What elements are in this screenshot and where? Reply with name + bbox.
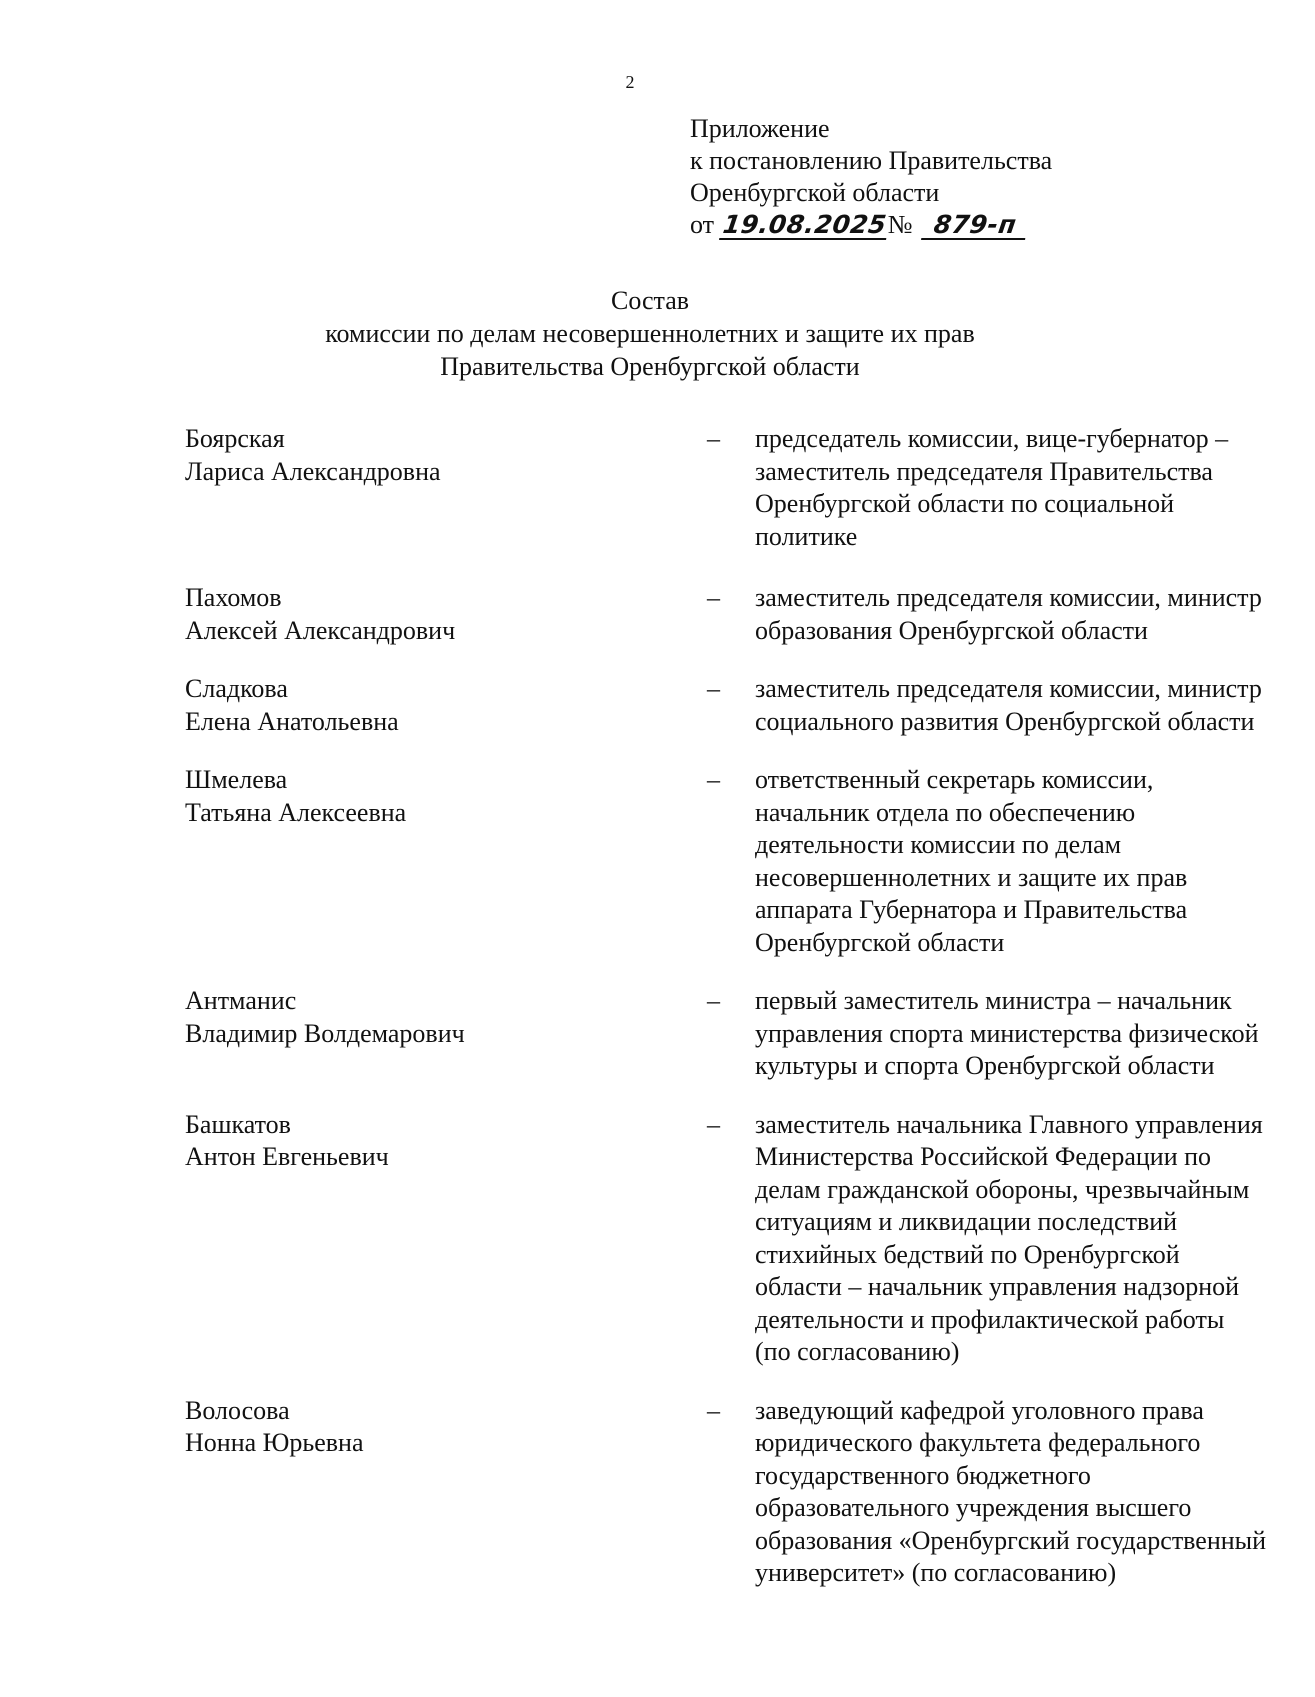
handwritten-date: 19.08.2025 [719, 212, 890, 240]
member-given-names: Елена Анатольевна [185, 706, 399, 736]
title-composition: Состав [610, 286, 690, 315]
role-line: ответственный секретарь комиссии, [755, 765, 1154, 794]
role-line: Оренбургской области по социальной [755, 489, 1175, 518]
role-line: делам гражданской обороны, чрезвычайным [755, 1174, 1250, 1204]
member-name [185, 582, 525, 647]
appendix-resolution-ref: к постановлению Правительства [690, 146, 1053, 175]
member-role [755, 582, 1315, 647]
member-name [185, 1395, 525, 1460]
role-line: юридического факультета федерального [755, 1428, 1201, 1457]
member-role [755, 673, 1315, 738]
role-line: университет» (по согласованию) [755, 1558, 1117, 1587]
member-given-names: Лариса Александровна [185, 456, 441, 486]
role-line: деятельности комиссии по делам [755, 830, 1122, 859]
members-list [185, 423, 1267, 1590]
member-entry [185, 423, 1229, 553]
role-line: несовершеннолетних и защите их прав [755, 862, 1188, 892]
role-line: заместитель начальника Главного управления [755, 1109, 1263, 1139]
title-government: Правительства Оренбургской области [440, 352, 860, 381]
member-entry [185, 985, 1259, 1083]
member-name [185, 1109, 525, 1174]
member-name [185, 673, 525, 738]
member-dash: – [707, 674, 720, 703]
role-line: культуры и спорта Оренбургской области [755, 1051, 1215, 1080]
role-line: начальник отдела по обеспечению [755, 797, 1136, 827]
member-given-names: Нонна Юрьевна [185, 1428, 364, 1457]
member-surname: Пахомов [185, 583, 282, 612]
member-surname: Шмелева [185, 765, 288, 794]
member-role [755, 764, 1315, 959]
member-dash: – [707, 1395, 720, 1425]
member-surname: Башкатов [185, 1109, 291, 1139]
member-dash: – [707, 583, 720, 612]
member-name [185, 985, 525, 1050]
role-line: заместитель председателя комиссии, министр [755, 583, 1262, 612]
member-entry [185, 673, 1262, 738]
role-line: стихийных бедствий по Оренбургской [755, 1239, 1180, 1269]
number-sign: № [887, 210, 913, 239]
role-line: председатель комиссии, вице-губернатор – [755, 424, 1229, 453]
member-dash: – [707, 424, 720, 453]
member-given-names: Владимир Волдемарович [185, 1018, 465, 1048]
title-commission: комиссии по делам несовершеннолетних и защите их прав [325, 319, 975, 348]
member-role [755, 1395, 1315, 1590]
appendix-header [690, 113, 1052, 241]
document-title [0, 284, 1300, 383]
handwritten-number: 879-п [921, 212, 1029, 240]
role-line: первый заместитель министра – начальник [755, 986, 1232, 1015]
member-dash: – [707, 1109, 720, 1139]
appendix-date-line [690, 209, 1052, 241]
role-line: образования «Оренбургский государственный [755, 1525, 1267, 1555]
role-line: Оренбургской области [755, 927, 1005, 957]
member-given-names: Алексей Александрович [185, 615, 456, 645]
member-given-names: Татьяна Алексеевна [185, 797, 407, 827]
role-line: заместитель председателя комиссии, министр [755, 674, 1262, 703]
role-line: области – начальник управления надзорной [755, 1272, 1240, 1301]
role-line: заведующий кафедрой уголовного права [755, 1395, 1204, 1425]
member-surname: Волосова [185, 1395, 290, 1425]
appendix-region: Оренбургской области [690, 178, 940, 207]
member-surname: Боярская [185, 424, 285, 453]
member-entry [185, 764, 1188, 959]
role-line: заместитель председателя Правительства [755, 456, 1213, 486]
role-line: социального развития Оренбургской области [755, 706, 1255, 736]
member-dash: – [707, 986, 720, 1015]
role-line: образовательного учреждения высшего [755, 1493, 1192, 1522]
role-line: государственного бюджетного [755, 1460, 1091, 1490]
role-line: управления спорта министерства физической [755, 1018, 1259, 1048]
role-line: ситуациям и ликвидации последствий [755, 1207, 1178, 1236]
member-role [755, 985, 1315, 1083]
member-surname: Антманис [185, 986, 297, 1015]
member-entry [185, 582, 1262, 647]
member-name [185, 764, 525, 829]
member-given-names: Антон Евгеньевич [185, 1142, 389, 1171]
role-line: аппарата Губернатора и Правительства [755, 895, 1188, 924]
appendix-from-label: от [690, 210, 715, 239]
member-entry [185, 1395, 1267, 1590]
member-role [755, 1109, 1315, 1369]
member-role [755, 423, 1315, 553]
role-line: образования Оренбургской области [755, 615, 1148, 645]
role-line: деятельности и профилактической работы [755, 1304, 1225, 1334]
member-dash: – [707, 765, 720, 794]
role-line: Министерства Российской Федерации по [755, 1142, 1212, 1171]
member-entry [185, 1109, 1263, 1369]
role-line: политике [755, 521, 858, 551]
member-name [185, 423, 525, 488]
page-number: 2 [625, 72, 635, 92]
member-surname: Сладкова [185, 674, 288, 703]
appendix-title: Приложение [690, 114, 830, 143]
role-line: (по согласованию) [755, 1337, 960, 1366]
